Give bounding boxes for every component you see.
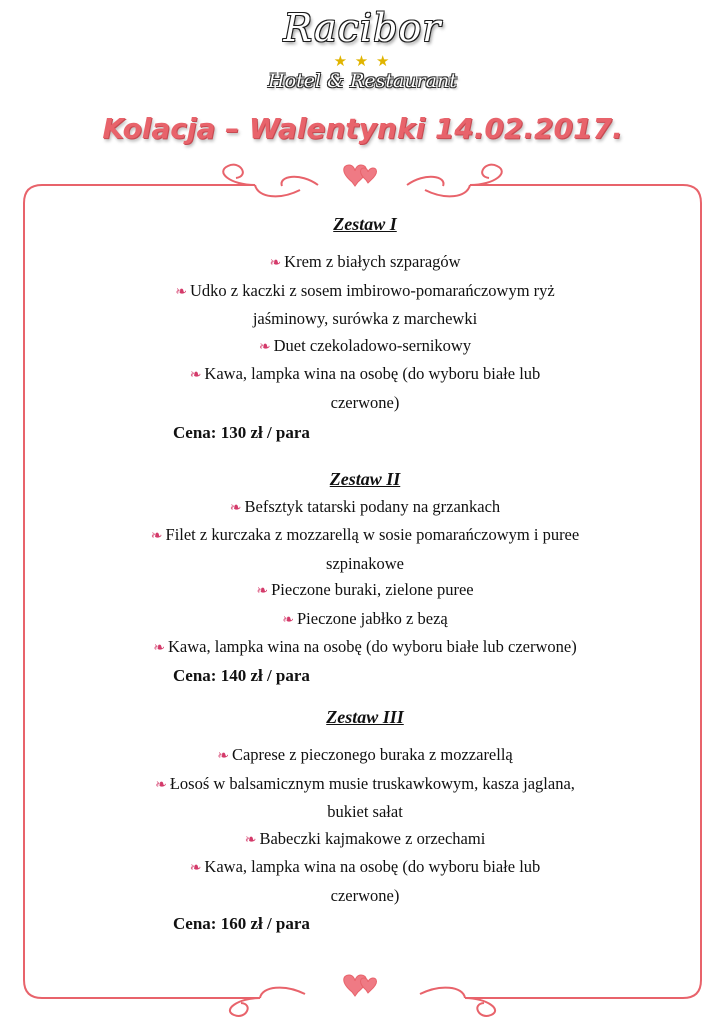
menu-set-2 — [60, 469, 670, 690]
logo-name: Racibor — [283, 6, 442, 50]
menu-set-1 — [60, 214, 670, 447]
menu-item: ❧ Kawa, lampka wina na osobę (do wyboru białe lub czerwone) — [189, 364, 541, 412]
logo-subtitle: Hotel & Restaurant — [268, 70, 457, 92]
menu-item: ❧ Pieczone buraki, zielone puree — [256, 580, 474, 599]
heart-scroll-icon: ❧ — [217, 749, 229, 764]
heart-scroll-icon: ❧ — [155, 777, 167, 793]
menu-item: ❧ Duet czekoladowo-sernikowy — [258, 335, 472, 355]
menu-item: ❧ Kawa, lampka wina na osobę (do wyboru białe lub czerwone) — [189, 857, 541, 905]
heart-scroll-icon: ❧ — [282, 612, 294, 628]
menu-item: ❧ Filet z kurczaka z mozzarellą w sosie pomarańczowym i puree szpinakowe — [150, 525, 580, 573]
set-title: Zestaw II — [329, 468, 401, 489]
heart-scroll-icon: ❧ — [150, 529, 163, 544]
set-price: Cena: 140 zł / para — [173, 665, 310, 685]
heart-scroll-icon: ❧ — [189, 368, 202, 383]
heart-scroll-icon: ❧ — [189, 861, 202, 876]
set-title: Zestaw I — [333, 214, 397, 234]
heart-scroll-icon: ❧ — [269, 256, 282, 271]
heart-scroll-icon: ❧ — [258, 339, 271, 355]
menu-item: ❧ Udko z kaczki z sosem imbirowo-pomarańczowym ryż jaśminowy, surówka z marchewki — [175, 280, 555, 328]
menu-item: ❧ Caprese z pieczonego buraka z mozzarellą — [217, 745, 513, 764]
menu-set-3 — [60, 707, 670, 938]
menu-item: ❧ Łosoś w balsamicznym musie truskawkowym, kasza jaglana, bukiet sałat — [155, 773, 575, 821]
heart-scroll-icon: ❧ — [244, 832, 257, 848]
menu-item: ❧ Babeczki kajmakowe z orzechami — [244, 828, 486, 848]
heart-scroll-icon: ❧ — [175, 284, 187, 300]
heart-scroll-icon: ❧ — [229, 500, 242, 516]
heart-scroll-icon: ❧ — [153, 641, 166, 656]
set-price: Cena: 160 zł / para — [173, 914, 310, 933]
menu-item: ❧ Befsztyk tatarski podany na grzankach — [229, 496, 501, 516]
menu-item: ❧ Krem z białych szparagów — [269, 252, 461, 271]
menu-item: ❧ Kawa, lampka wina na osobę (do wyboru białe lub czerwone) — [153, 637, 577, 656]
menu-item: ❧ Pieczone jabłko z bezą — [282, 608, 448, 628]
page-title: Kolacja – Walentynki 14.02.2017. — [102, 112, 623, 145]
logo-stars: ★ ★ ★ — [333, 54, 392, 70]
menu-content — [60, 214, 670, 938]
set-price: Cena: 130 zł / para — [173, 423, 310, 442]
set-title: Zestaw III — [326, 707, 404, 727]
heart-scroll-icon: ❧ — [256, 584, 269, 599]
